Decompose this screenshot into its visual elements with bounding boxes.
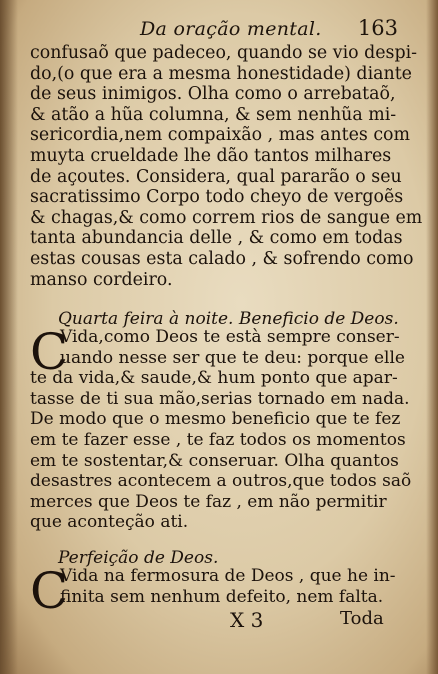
- text-line: muyta crueldade lhe dão tantos milhares: [30, 145, 392, 166]
- page-edge-shadow-right: [426, 0, 438, 674]
- page-header: [130, 12, 398, 46]
- drop-cap: C: [30, 323, 69, 381]
- signature-mark: X 3: [230, 608, 264, 632]
- drop-cap: C: [30, 562, 69, 620]
- section-heading-perfeicao: Perfeição de Deos.: [58, 548, 219, 568]
- text-line: sacratissimo Corpo todo cheyo de vergoẽs: [30, 187, 404, 208]
- text-line: estas cousas esta calado , & sofrendo como: [30, 248, 414, 269]
- text-line: desastres acontecem a outros,que todos saõ: [30, 471, 412, 492]
- text-line: De modo que o mesmo beneficio que te fez: [30, 409, 401, 430]
- text-line: uando nesse ser que te deu: porque elle: [60, 347, 405, 368]
- text-line: confusaõ que padeceo, quando se vio despi-: [30, 43, 418, 63]
- text-line: de seus inimigos. Olha como o arrebataõ,: [30, 84, 396, 105]
- text-line: em te fazer esse , te faz todos os momentos: [30, 429, 406, 450]
- running-title: Da oração mental.: [140, 18, 322, 40]
- text-line: que aconteção ati.: [30, 512, 189, 533]
- text-line: de açoutes. Considera, qual pararão o seu: [30, 166, 402, 187]
- catchword: Toda: [340, 608, 384, 629]
- section-heading-quarta-feira: Quarta feira à noite. Beneficio de Deos.: [58, 309, 399, 329]
- text-line: manso cordeiro.: [30, 269, 173, 290]
- text-line: Vida,como Deos te està sempre conser-: [60, 327, 400, 347]
- text-line: & atão a hũa columna, & sem nenhũa mi-: [30, 104, 397, 125]
- text-line: em te sostentar,& conseruar. Olha quantos: [30, 450, 399, 471]
- text-line: te da vida,& saude,& hum ponto que apar-: [30, 368, 398, 389]
- text-line: sericordia,nem compaixão , mas antes com: [30, 125, 411, 146]
- page-number: 163: [357, 16, 398, 40]
- text-line: finita sem nenhum defeito, nem falta.: [60, 586, 384, 607]
- text-line: tanta abundancia delle , & como em todas: [30, 228, 403, 249]
- text-line: do,(o que era a mesma honestidade) diante: [30, 63, 412, 84]
- text-line: merces que Deos te faz , em não permitir: [30, 491, 387, 512]
- page-edge-shadow-left: [0, 0, 18, 674]
- text-line: & chagas,& como correm rios de sangue em: [30, 207, 423, 228]
- text-line: tasse de ti sua mão,serias tornado em nada.: [30, 388, 410, 409]
- text-line: Vida na fermosura de Deos , que he in-: [60, 566, 396, 586]
- page-footer: [0, 608, 438, 638]
- section-paragraph-beneficio: [30, 323, 412, 533]
- body-paragraph: [30, 43, 423, 290]
